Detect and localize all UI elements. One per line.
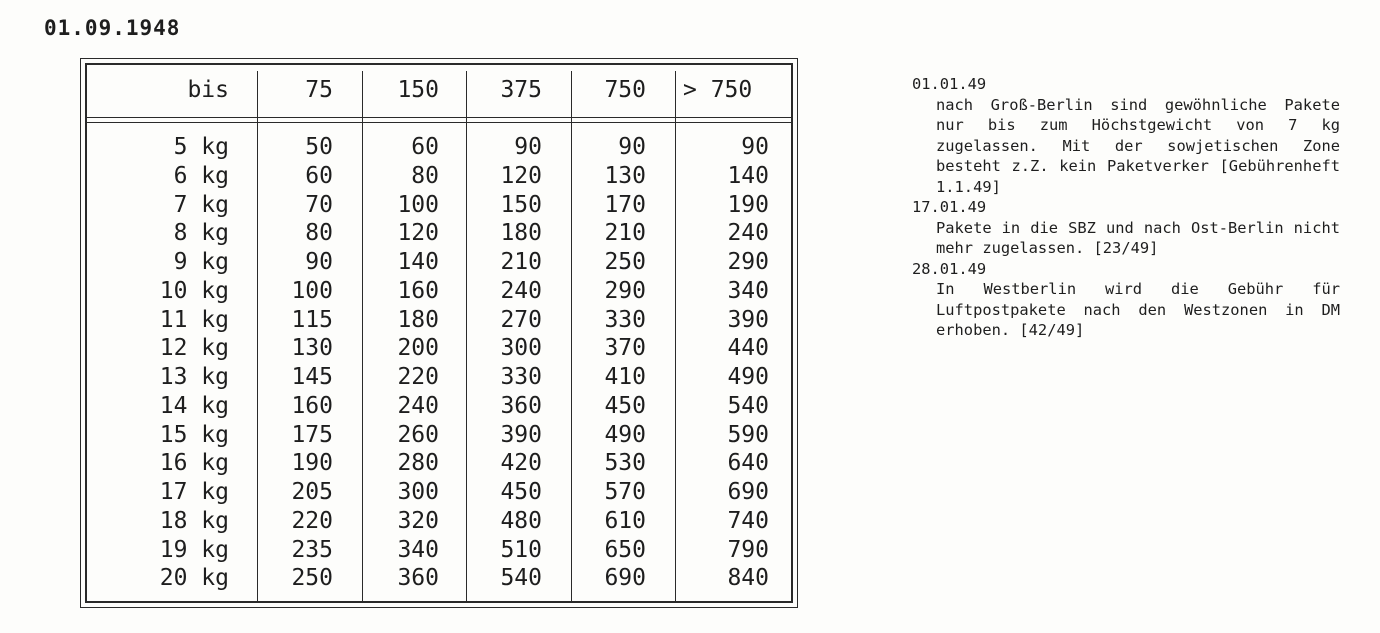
- table-cell: 480: [500, 507, 542, 534]
- row-weight-label: 13 kg: [159, 364, 229, 390]
- table-cell: 290: [604, 277, 646, 304]
- rate-table: [80, 58, 798, 608]
- table-cell: 145: [291, 364, 333, 390]
- table-cell: 540: [727, 392, 769, 419]
- table-cell: 200: [397, 335, 439, 362]
- column-divider-1: [257, 71, 258, 601]
- row-weight-label: 5 kg: [173, 134, 229, 160]
- row-weight-label: 10 kg: [159, 277, 229, 304]
- header-separator: [85, 117, 793, 118]
- table-cell: 540: [500, 565, 542, 592]
- header-column-4: 750: [604, 77, 646, 103]
- table-cell: 90: [741, 134, 769, 160]
- row-weight-label: 17 kg: [159, 479, 229, 505]
- table-cell: 640: [727, 450, 769, 477]
- table-cell: 420: [500, 450, 542, 477]
- page-date-heading: 01.09.1948: [44, 16, 181, 40]
- table-cell: 190: [727, 191, 769, 218]
- table-cell: 120: [500, 162, 542, 189]
- table-cell: 90: [514, 134, 542, 160]
- table-cell: 790: [727, 536, 769, 563]
- table-cell: 100: [397, 191, 439, 218]
- table-cell: 130: [291, 335, 333, 362]
- table-cell: 240: [727, 220, 769, 247]
- table-cell: 50: [305, 134, 333, 160]
- table-cell: 80: [305, 220, 333, 247]
- note-date: 28.01.49: [912, 259, 987, 278]
- note-text: nach Groß-Berlin sind gewöhnliche Pakete nur bis zum Höchstgewicht von 7 kg zugelassen. Mit der sowjetischen Zone besteht z.Z. kein Paketverker [Gebührenheft 1.1.49]: [936, 95, 1340, 196]
- table-cell: 590: [727, 421, 769, 448]
- table-cell: 270: [500, 306, 542, 333]
- table-cell: 120: [397, 220, 439, 247]
- row-weight-label: 14 kg: [159, 392, 229, 419]
- table-cell: 60: [305, 162, 333, 189]
- column-divider-2: [362, 71, 363, 601]
- table-cell: 300: [500, 335, 542, 362]
- table-cell: 610: [604, 507, 646, 534]
- table-cell: 410: [604, 364, 646, 390]
- table-cell: 530: [604, 450, 646, 477]
- row-weight-label: 15 kg: [159, 421, 229, 448]
- table-cell: 440: [727, 335, 769, 362]
- table-cell: 90: [305, 249, 333, 275]
- row-weight-label: 18 kg: [159, 507, 229, 534]
- table-cell: 60: [411, 134, 439, 160]
- row-weight-label: 19 kg: [159, 536, 229, 563]
- row-weight-label: 8 kg: [173, 220, 229, 247]
- table-cell: 510: [500, 536, 542, 563]
- table-cell: 300: [397, 479, 439, 505]
- table-cell: 330: [500, 364, 542, 390]
- note-text: Pakete in die SBZ und nach Ost-Berlin nicht mehr zugelassen. [23/49]: [936, 218, 1340, 257]
- table-cell: 250: [291, 565, 333, 592]
- table-cell: 320: [397, 507, 439, 534]
- table-cell: 190: [291, 450, 333, 477]
- table-cell: 115: [291, 306, 333, 333]
- table-cell: 360: [397, 565, 439, 592]
- table-cell: 220: [291, 507, 333, 534]
- table-cell: 180: [500, 220, 542, 247]
- table-cell: 90: [618, 134, 646, 160]
- table-cell: 450: [500, 479, 542, 505]
- table-cell: 140: [727, 162, 769, 189]
- column-divider-4: [571, 71, 572, 601]
- table-cell: 220: [397, 364, 439, 390]
- row-weight-label: 7 kg: [173, 191, 229, 218]
- table-cell: 130: [604, 162, 646, 189]
- table-cell: 160: [291, 392, 333, 419]
- table-cell: 210: [604, 220, 646, 247]
- table-cell: 70: [305, 191, 333, 218]
- table-cell: 160: [397, 277, 439, 304]
- table-cell: 840: [727, 565, 769, 592]
- row-weight-label: 6 kg: [173, 162, 229, 189]
- table-cell: 690: [604, 565, 646, 592]
- table-cell: 370: [604, 335, 646, 362]
- table-cell: 450: [604, 392, 646, 419]
- notes-panel: [912, 74, 1340, 341]
- table-cell: 290: [727, 249, 769, 275]
- note-date: 01.01.49: [912, 75, 987, 93]
- table-cell: 170: [604, 191, 646, 218]
- table-cell: 240: [500, 277, 542, 304]
- header-column-3: 375: [500, 77, 542, 103]
- table-cell: 150: [500, 191, 542, 218]
- table-cell: 340: [727, 277, 769, 304]
- note-date: 17.01.49: [912, 198, 987, 216]
- table-cell: 690: [727, 479, 769, 505]
- header-column-1: 75: [305, 77, 333, 103]
- table-cell: 140: [397, 249, 439, 275]
- table-cell: 330: [604, 306, 646, 333]
- table-cell: 210: [500, 249, 542, 275]
- table-cell: 100: [291, 277, 333, 304]
- header-column-5: > 750: [683, 77, 753, 103]
- table-cell: 205: [291, 479, 333, 505]
- table-cell: 390: [727, 306, 769, 333]
- table-cell: 260: [397, 421, 439, 448]
- row-weight-label: 9 kg: [173, 249, 229, 275]
- table-cell: 235: [291, 536, 333, 563]
- table-cell: 175: [291, 421, 333, 448]
- row-weight-label: 20 kg: [159, 565, 229, 592]
- table-cell: 360: [500, 392, 542, 419]
- table-cell: 650: [604, 536, 646, 563]
- table-cell: 80: [411, 162, 439, 189]
- row-weight-label: 16 kg: [159, 450, 229, 477]
- row-weight-label: 12 kg: [159, 335, 229, 362]
- table-cell: 180: [397, 306, 439, 333]
- column-divider-3: [466, 71, 467, 601]
- column-divider-5: [675, 71, 676, 601]
- header-corner-label: bis: [187, 77, 229, 103]
- table-cell: 240: [397, 392, 439, 419]
- table-cell: 280: [397, 450, 439, 477]
- table-cell: 740: [727, 507, 769, 534]
- note-text: In Westberlin wird die Gebühr für Luftpostpakete nach den Westzonen in DM erhoben. [42/49]: [936, 280, 1340, 339]
- table-cell: 570: [604, 479, 646, 505]
- table-cell: 250: [604, 249, 646, 275]
- table-cell: 340: [397, 536, 439, 563]
- header-separator-double: [85, 122, 793, 123]
- table-cell: 390: [500, 421, 542, 448]
- table-cell: 490: [604, 421, 646, 448]
- table-cell: 490: [727, 364, 769, 390]
- row-weight-label: 11 kg: [159, 306, 229, 333]
- header-column-2: 150: [397, 77, 439, 103]
